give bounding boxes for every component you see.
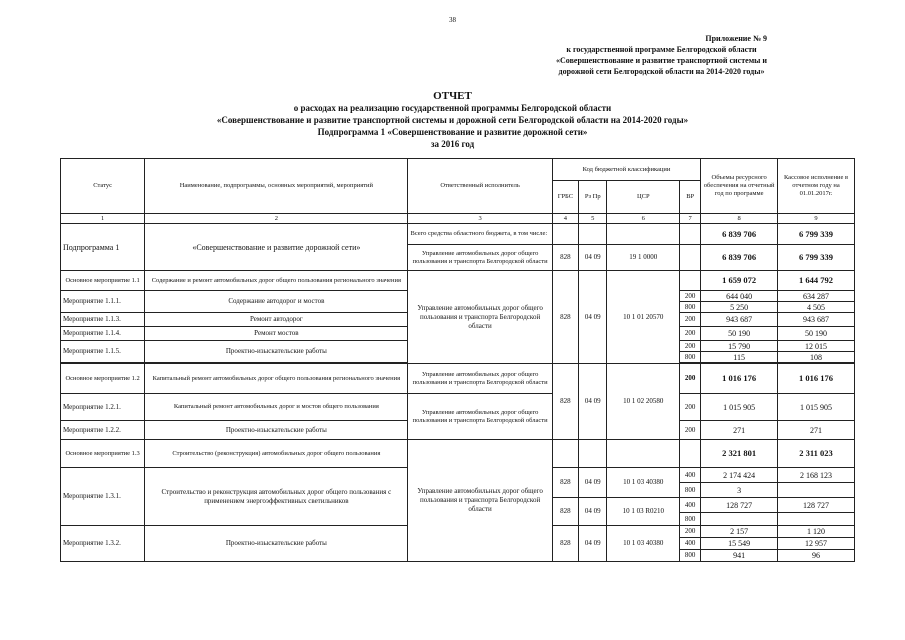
page-number: 38	[449, 16, 456, 24]
volume-cell: 2 321 801	[701, 440, 778, 468]
measure-status: Мероприятие 1.2.1.	[61, 394, 145, 421]
cash-cell: 1 015 905	[778, 394, 855, 421]
om-name: Содержание и ремонт автомобильных дорог общего пользования регионального значения	[145, 271, 408, 291]
executor-cell: Управление автомобильных дорог общего пользования и транспорта Белгородской области	[408, 394, 552, 440]
csr-cell: 10 1 03 40380	[607, 468, 680, 498]
report-line: за 2016 год	[430, 139, 475, 149]
measure-status: Мероприятие 1.2.2.	[61, 421, 145, 440]
csr-cell: 10 1 02 20580	[607, 364, 680, 440]
col-number: 4	[552, 214, 578, 224]
grbs-cell: 828	[552, 468, 578, 498]
col-number: 2	[145, 214, 408, 224]
vr-cell: 400	[680, 498, 701, 513]
appendix-line: к государственной программе Белгородской области	[566, 45, 757, 54]
cash-cell: 2 311 023	[778, 440, 855, 468]
measure-status: Мероприятие 1.1.5.	[61, 341, 145, 363]
vr-cell: 200	[680, 313, 701, 327]
report-title: ОТЧЕТ	[433, 90, 472, 102]
executor-cell: Управление автомобильных дорог общего пользования и транспорта Белгородской области	[408, 364, 552, 394]
cash-cell: 943 687	[778, 313, 855, 327]
subprogram-status: Подпрограмма 1	[61, 224, 145, 271]
expenses-table	[60, 158, 855, 562]
volume-cell: 50 190	[701, 327, 778, 341]
cash-cell: 1 120	[778, 526, 855, 538]
header-grbs: ГРБС	[552, 181, 578, 214]
om-status: Основное мероприятие 1.3	[61, 440, 145, 468]
cash-cell: 12 957	[778, 538, 855, 550]
grbs-cell: 828	[552, 245, 578, 271]
vr-cell: 400	[680, 468, 701, 483]
report-title-block	[0, 90, 905, 150]
grbs-cell: 828	[552, 526, 578, 562]
header-name: Наименование, подпрограммы, основных мероприятий, мероприятий	[145, 159, 408, 214]
vr-cell: 800	[680, 352, 701, 363]
col-number: 6	[607, 214, 680, 224]
volume-cell: 2 174 424	[701, 468, 778, 483]
volume-cell: 15 549	[701, 538, 778, 550]
vr-cell: 200	[680, 364, 701, 394]
header-cash: Кассовое исполнение в отчетном году на 01.01.2017г.	[778, 159, 855, 214]
rzpr-cell: 04 09	[579, 498, 607, 526]
header-rzpr: Рз Пр	[579, 181, 607, 214]
header-status: Статус	[61, 159, 145, 214]
subprogram-total-label: Всего средства областного бюджета, в том числе:	[408, 224, 552, 245]
grbs-cell: 828	[552, 498, 578, 526]
subprogram-name: «Совершенствование и развитие дорожной сети»	[145, 224, 408, 271]
om-name: Строительство (реконструкция) автомобильных дорог общего пользования	[145, 440, 408, 468]
header-volume: Объемы ресурсного обеспечения на отчетный год по программе	[701, 159, 778, 214]
measure-name: Ремонт автодорог	[145, 313, 408, 327]
volume-cell: 1 015 905	[701, 394, 778, 421]
cash-cell: 1 644 792	[778, 271, 855, 291]
appendix-title: Приложение № 9	[705, 34, 767, 43]
rzpr-cell: 04 09	[579, 245, 607, 271]
vr-cell: 200	[680, 421, 701, 440]
vr-cell: 800	[680, 513, 701, 526]
csr-cell: 10 1 03 R0210	[607, 498, 680, 526]
cash-cell: 271	[778, 421, 855, 440]
vr-cell: 800	[680, 550, 701, 562]
grbs-cell: 828	[552, 271, 578, 364]
measure-status: Мероприятие 1.1.3.	[61, 313, 145, 327]
col-number: 3	[408, 214, 552, 224]
rzpr-cell: 04 09	[579, 468, 607, 498]
vr-cell: 200	[680, 291, 701, 302]
cash-cell	[778, 483, 855, 498]
grbs-cell: 828	[552, 364, 578, 440]
report-line: «Совершенствование и развитие транспортной системы и дорожной сети Белгородской области на 2014-2020 годы»	[216, 115, 689, 125]
cash-cell: 2 168 123	[778, 468, 855, 483]
col-number: 5	[579, 214, 607, 224]
cash-cell	[778, 513, 855, 526]
measure-status: Мероприятие 1.1.4.	[61, 327, 145, 341]
csr-cell: 10 1 01 20570	[607, 271, 680, 364]
csr-cell: 10 1 03 40380	[607, 526, 680, 562]
appendix-line: дорожной сети Белгородской области на 2014-2020 годы»	[558, 67, 765, 76]
volume-cell: 5 250	[701, 302, 778, 313]
col-number: 8	[701, 214, 778, 224]
measure-name: Строительство и реконструкция автомобильных дорог общего пользования с применением энергоэффективных светильников	[145, 468, 408, 526]
measure-status: Мероприятие 1.1.1.	[61, 291, 145, 313]
measure-status: Мероприятие 1.3.1.	[61, 468, 145, 526]
vr-cell: 800	[680, 302, 701, 313]
measure-name: Проектно-изыскательские работы	[145, 341, 408, 363]
volume-cell: 271	[701, 421, 778, 440]
vr-cell: 200	[680, 341, 701, 352]
cash-cell: 4 505	[778, 302, 855, 313]
cash-cell: 96	[778, 550, 855, 562]
volume-cell: 3	[701, 483, 778, 498]
om-name: Капитальный ремонт автомобильных дорог общего пользования регионального значения	[145, 364, 408, 394]
volume-cell: 644 040	[701, 291, 778, 302]
cash-cell: 12 015	[778, 341, 855, 352]
vr-cell: 200	[680, 526, 701, 538]
subprogram-volume: 6 839 706	[701, 224, 778, 245]
volume-cell	[701, 513, 778, 526]
vr-cell: 800	[680, 483, 701, 498]
om-status: Основное мероприятие 1.2	[61, 364, 145, 394]
cash-cell: 128 727	[778, 498, 855, 513]
vr-cell: 400	[680, 538, 701, 550]
volume-cell: 1 659 072	[701, 271, 778, 291]
appendix-header	[556, 33, 767, 77]
volume-cell: 1 016 176	[701, 364, 778, 394]
header-csr: ЦСР	[607, 181, 680, 214]
report-line: о расходах на реализацию государственной программы Белгородской области	[293, 103, 612, 113]
header-vr: ВР	[680, 181, 701, 214]
rzpr-cell: 04 09	[579, 526, 607, 562]
om-status: Основное мероприятие 1.1	[61, 271, 145, 291]
subprogram-cash: 6 799 339	[778, 245, 855, 271]
executor-cell: Управление автомобильных дорог общего пользования и транспорта Белгородской области	[408, 440, 552, 562]
executor-cell: Управление автомобильных дорог общего пользования и транспорта Белгородской области	[408, 271, 552, 364]
measure-name: Капитальный ремонт автомобильных дорог и мостов общего пользования	[145, 394, 408, 421]
cash-cell: 634 287	[778, 291, 855, 302]
col-number: 1	[61, 214, 145, 224]
col-number: 7	[680, 214, 701, 224]
vr-cell: 200	[680, 394, 701, 421]
volume-cell: 941	[701, 550, 778, 562]
header-budget-code: Код бюджетной классификации	[552, 159, 700, 181]
volume-cell: 15 790	[701, 341, 778, 352]
header-executor: Ответственный исполнитель	[408, 159, 552, 214]
report-line: Подпрограмма 1 «Совершенствование и развитие дорожной сети»	[317, 127, 588, 137]
cash-cell: 1 016 176	[778, 364, 855, 394]
subprogram-cash: 6 799 339	[778, 224, 855, 245]
measure-name: Содержание автодорог и мостов	[145, 291, 408, 313]
csr-cell: 19 1 0000	[607, 245, 680, 271]
rzpr-cell: 04 09	[579, 271, 607, 364]
col-number: 9	[778, 214, 855, 224]
subprogram-executor: Управление автомобильных дорог общего пользования и транспорта Белгородской области	[408, 245, 552, 271]
cash-cell: 108	[778, 352, 855, 363]
volume-cell: 128 727	[701, 498, 778, 513]
volume-cell: 115	[701, 352, 778, 363]
volume-cell: 943 687	[701, 313, 778, 327]
appendix-line: «Совершенствование и развитие транспортной системы и	[556, 56, 767, 65]
rzpr-cell: 04 09	[579, 364, 607, 440]
measure-name: Проектно-изыскательские работы	[145, 421, 408, 440]
measure-name: Проектно-изыскательские работы	[145, 526, 408, 562]
measure-name: Ремонт мостов	[145, 327, 408, 341]
measure-status: Мероприятие 1.3.2.	[61, 526, 145, 562]
vr-cell: 200	[680, 327, 701, 341]
volume-cell: 2 157	[701, 526, 778, 538]
subprogram-volume: 6 839 706	[701, 245, 778, 271]
cash-cell: 50 190	[778, 327, 855, 341]
